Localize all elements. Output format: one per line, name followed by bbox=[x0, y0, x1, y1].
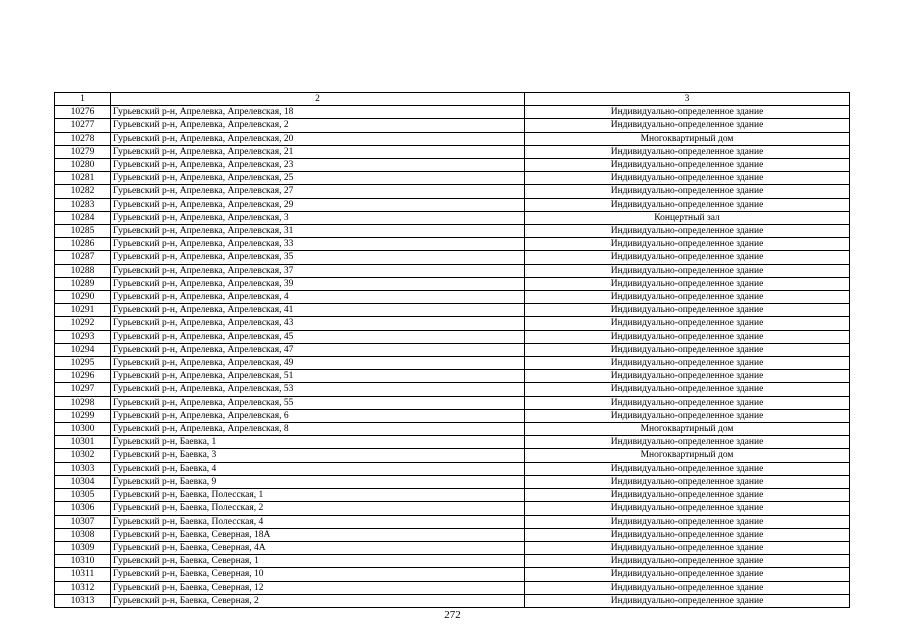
building-type-cell: Многоквартирный дом bbox=[525, 449, 850, 462]
row-number-cell: 10308 bbox=[55, 528, 111, 541]
building-type-cell: Индивидуально-определенное здание bbox=[525, 119, 850, 132]
row-number-cell: 10297 bbox=[55, 383, 111, 396]
building-type-cell: Индивидуально-определенное здание bbox=[525, 594, 850, 607]
row-number-cell: 10306 bbox=[55, 502, 111, 515]
address-cell: Гурьевский р-н, Апрелевка, Апрелевская, 27 bbox=[111, 185, 525, 198]
table-row bbox=[55, 383, 850, 396]
address-cell: Гурьевский р-н, Апрелевка, Апрелевская, 35 bbox=[111, 251, 525, 264]
building-type-cell: Индивидуально-определенное здание bbox=[525, 172, 850, 185]
row-number-cell: 10313 bbox=[55, 594, 111, 607]
row-number-cell: 10303 bbox=[55, 462, 111, 475]
row-number-cell: 10310 bbox=[55, 555, 111, 568]
table-row bbox=[55, 291, 850, 304]
building-type-cell: Индивидуально-определенное здание bbox=[525, 304, 850, 317]
building-type-cell: Индивидуально-определенное здание bbox=[525, 145, 850, 158]
address-cell: Гурьевский р-н, Баевка, Северная, 4А bbox=[111, 541, 525, 554]
table-row bbox=[55, 145, 850, 158]
row-number-cell: 10311 bbox=[55, 568, 111, 581]
row-number-cell: 10286 bbox=[55, 238, 111, 251]
address-cell: Гурьевский р-н, Апрелевка, Апрелевская, 53 bbox=[111, 383, 525, 396]
building-type-cell: Индивидуально-определенное здание bbox=[525, 317, 850, 330]
table-row bbox=[55, 541, 850, 554]
table-row bbox=[55, 489, 850, 502]
address-cell: Гурьевский р-н, Баевка, 4 bbox=[111, 462, 525, 475]
building-type-cell: Индивидуально-определенное здание bbox=[525, 528, 850, 541]
row-number-cell: 10290 bbox=[55, 291, 111, 304]
column-header-1: 1 bbox=[55, 93, 111, 106]
building-type-cell: Концертный зал bbox=[525, 211, 850, 224]
row-number-cell: 10302 bbox=[55, 449, 111, 462]
table-row bbox=[55, 515, 850, 528]
building-type-cell: Индивидуально-определенное здание bbox=[525, 396, 850, 409]
table-row bbox=[55, 449, 850, 462]
building-type-cell: Индивидуально-определенное здание bbox=[525, 462, 850, 475]
address-cell: Гурьевский р-н, Апрелевка, Апрелевская, 25 bbox=[111, 172, 525, 185]
row-number-cell: 10288 bbox=[55, 264, 111, 277]
address-cell: Гурьевский р-н, Баевка, 9 bbox=[111, 475, 525, 488]
building-type-cell: Индивидуально-определенное здание bbox=[525, 357, 850, 370]
address-cell: Гурьевский р-н, Апрелевка, Апрелевская, 43 bbox=[111, 317, 525, 330]
row-number-cell: 10309 bbox=[55, 541, 111, 554]
table-row bbox=[55, 581, 850, 594]
address-cell: Гурьевский р-н, Баевка, 1 bbox=[111, 436, 525, 449]
address-cell: Гурьевский р-н, Апрелевка, Апрелевская, 49 bbox=[111, 357, 525, 370]
table-row bbox=[55, 277, 850, 290]
building-type-cell: Индивидуально-определенное здание bbox=[525, 475, 850, 488]
row-number-cell: 10291 bbox=[55, 304, 111, 317]
building-type-cell: Индивидуально-определенное здание bbox=[525, 515, 850, 528]
address-cell: Гурьевский р-н, Апрелевка, Апрелевская, 3 bbox=[111, 211, 525, 224]
table-row bbox=[55, 106, 850, 119]
address-cell: Гурьевский р-н, Баевка, Северная, 12 bbox=[111, 581, 525, 594]
row-number-cell: 10295 bbox=[55, 357, 111, 370]
table-row bbox=[55, 462, 850, 475]
table-row bbox=[55, 343, 850, 356]
row-number-cell: 10287 bbox=[55, 251, 111, 264]
row-number-cell: 10285 bbox=[55, 225, 111, 238]
row-number-cell: 10276 bbox=[55, 106, 111, 119]
building-type-cell: Индивидуально-определенное здание bbox=[525, 185, 850, 198]
address-cell: Гурьевский р-н, Апрелевка, Апрелевская, 21 bbox=[111, 145, 525, 158]
table-row bbox=[55, 119, 850, 132]
row-number-cell: 10284 bbox=[55, 211, 111, 224]
address-cell: Гурьевский р-н, Апрелевка, Апрелевская, 41 bbox=[111, 304, 525, 317]
building-type-cell: Индивидуально-определенное здание bbox=[525, 225, 850, 238]
table-row bbox=[55, 185, 850, 198]
building-type-cell: Индивидуально-определенное здание bbox=[525, 489, 850, 502]
building-type-cell: Индивидуально-определенное здание bbox=[525, 264, 850, 277]
address-cell: Гурьевский р-н, Баевка, Северная, 1 bbox=[111, 555, 525, 568]
row-number-cell: 10280 bbox=[55, 159, 111, 172]
table-body bbox=[55, 106, 850, 608]
document-sheet bbox=[54, 92, 849, 608]
building-type-cell: Многоквартирный дом bbox=[525, 423, 850, 436]
address-cell: Гурьевский р-н, Баевка, 3 bbox=[111, 449, 525, 462]
address-cell: Гурьевский р-н, Баевка, Полесская, 1 bbox=[111, 489, 525, 502]
registry-table bbox=[54, 92, 850, 608]
table-row bbox=[55, 211, 850, 224]
row-number-cell: 10292 bbox=[55, 317, 111, 330]
address-cell: Гурьевский р-н, Баевка, Полесская, 2 bbox=[111, 502, 525, 515]
table-row bbox=[55, 502, 850, 515]
table-row bbox=[55, 172, 850, 185]
row-number-cell: 10278 bbox=[55, 132, 111, 145]
building-type-cell: Индивидуально-определенное здание bbox=[525, 159, 850, 172]
building-type-cell: Индивидуально-определенное здание bbox=[525, 106, 850, 119]
address-cell: Гурьевский р-н, Апрелевка, Апрелевская, 45 bbox=[111, 330, 525, 343]
row-number-cell: 10299 bbox=[55, 409, 111, 422]
building-type-cell: Индивидуально-определенное здание bbox=[525, 409, 850, 422]
address-cell: Гурьевский р-н, Апрелевка, Апрелевская, 39 bbox=[111, 277, 525, 290]
table-row bbox=[55, 594, 850, 607]
table-row bbox=[55, 238, 850, 251]
row-number-cell: 10293 bbox=[55, 330, 111, 343]
table-row bbox=[55, 330, 850, 343]
address-cell: Гурьевский р-н, Баевка, Полесская, 4 bbox=[111, 515, 525, 528]
address-cell: Гурьевский р-н, Апрелевка, Апрелевская, 8 bbox=[111, 423, 525, 436]
address-cell: Гурьевский р-н, Баевка, Северная, 18А bbox=[111, 528, 525, 541]
building-type-cell: Индивидуально-определенное здание bbox=[525, 251, 850, 264]
address-cell: Гурьевский р-н, Апрелевка, Апрелевская, 29 bbox=[111, 198, 525, 211]
address-cell: Гурьевский р-н, Баевка, Северная, 10 bbox=[111, 568, 525, 581]
address-cell: Гурьевский р-н, Апрелевка, Апрелевская, 47 bbox=[111, 343, 525, 356]
table-row bbox=[55, 436, 850, 449]
building-type-cell: Индивидуально-определенное здание bbox=[525, 502, 850, 515]
row-number-cell: 10294 bbox=[55, 343, 111, 356]
table-row bbox=[55, 159, 850, 172]
table-row bbox=[55, 132, 850, 145]
table-row bbox=[55, 475, 850, 488]
building-type-cell: Индивидуально-определенное здание bbox=[525, 343, 850, 356]
row-number-cell: 10277 bbox=[55, 119, 111, 132]
table-row bbox=[55, 396, 850, 409]
address-cell: Гурьевский р-н, Апрелевка, Апрелевская, 6 bbox=[111, 409, 525, 422]
table-row bbox=[55, 251, 850, 264]
row-number-cell: 10283 bbox=[55, 198, 111, 211]
table-row bbox=[55, 225, 850, 238]
table-row bbox=[55, 264, 850, 277]
building-type-cell: Индивидуально-определенное здание bbox=[525, 291, 850, 304]
table-row bbox=[55, 357, 850, 370]
address-cell: Гурьевский р-н, Апрелевка, Апрелевская, 18 bbox=[111, 106, 525, 119]
row-number-cell: 10281 bbox=[55, 172, 111, 185]
building-type-cell: Индивидуально-определенное здание bbox=[525, 277, 850, 290]
row-number-cell: 10305 bbox=[55, 489, 111, 502]
row-number-cell: 10279 bbox=[55, 145, 111, 158]
row-number-cell: 10298 bbox=[55, 396, 111, 409]
building-type-cell: Многоквартирный дом bbox=[525, 132, 850, 145]
table-row bbox=[55, 198, 850, 211]
building-type-cell: Индивидуально-определенное здание bbox=[525, 238, 850, 251]
page-number: 272 bbox=[444, 609, 461, 621]
table-row bbox=[55, 528, 850, 541]
address-cell: Гурьевский р-н, Апрелевка, Апрелевская, 20 bbox=[111, 132, 525, 145]
building-type-cell: Индивидуально-определенное здание bbox=[525, 581, 850, 594]
address-cell: Гурьевский р-н, Апрелевка, Апрелевская, 33 bbox=[111, 238, 525, 251]
building-type-cell: Индивидуально-определенное здание bbox=[525, 541, 850, 554]
table-row bbox=[55, 304, 850, 317]
address-cell: Гурьевский р-н, Апрелевка, Апрелевская, 37 bbox=[111, 264, 525, 277]
building-type-cell: Индивидуально-определенное здание bbox=[525, 370, 850, 383]
table-row bbox=[55, 568, 850, 581]
row-number-cell: 10289 bbox=[55, 277, 111, 290]
building-type-cell: Индивидуально-определенное здание bbox=[525, 198, 850, 211]
table-row bbox=[55, 409, 850, 422]
row-number-cell: 10300 bbox=[55, 423, 111, 436]
building-type-cell: Индивидуально-определенное здание bbox=[525, 436, 850, 449]
table-header bbox=[55, 93, 850, 106]
building-type-cell: Индивидуально-определенное здание bbox=[525, 568, 850, 581]
building-type-cell: Индивидуально-определенное здание bbox=[525, 330, 850, 343]
column-header-3: 3 bbox=[525, 93, 850, 106]
address-cell: Гурьевский р-н, Апрелевка, Апрелевская, 2 bbox=[111, 119, 525, 132]
table-row bbox=[55, 317, 850, 330]
table-row bbox=[55, 555, 850, 568]
table-row bbox=[55, 370, 850, 383]
address-cell: Гурьевский р-н, Апрелевка, Апрелевская, 31 bbox=[111, 225, 525, 238]
row-number-cell: 10282 bbox=[55, 185, 111, 198]
address-cell: Гурьевский р-н, Апрелевка, Апрелевская, 55 bbox=[111, 396, 525, 409]
row-number-cell: 10312 bbox=[55, 581, 111, 594]
row-number-cell: 10296 bbox=[55, 370, 111, 383]
address-cell: Гурьевский р-н, Апрелевка, Апрелевская, 51 bbox=[111, 370, 525, 383]
building-type-cell: Индивидуально-определенное здание bbox=[525, 383, 850, 396]
address-cell: Гурьевский р-н, Баевка, Северная, 2 bbox=[111, 594, 525, 607]
address-cell: Гурьевский р-н, Апрелевка, Апрелевская, 4 bbox=[111, 291, 525, 304]
row-number-cell: 10301 bbox=[55, 436, 111, 449]
header-row bbox=[55, 93, 850, 106]
address-cell: Гурьевский р-н, Апрелевка, Апрелевская, 23 bbox=[111, 159, 525, 172]
table-row bbox=[55, 423, 850, 436]
building-type-cell: Индивидуально-определенное здание bbox=[525, 555, 850, 568]
row-number-cell: 10307 bbox=[55, 515, 111, 528]
column-header-2: 2 bbox=[111, 93, 525, 106]
row-number-cell: 10304 bbox=[55, 475, 111, 488]
